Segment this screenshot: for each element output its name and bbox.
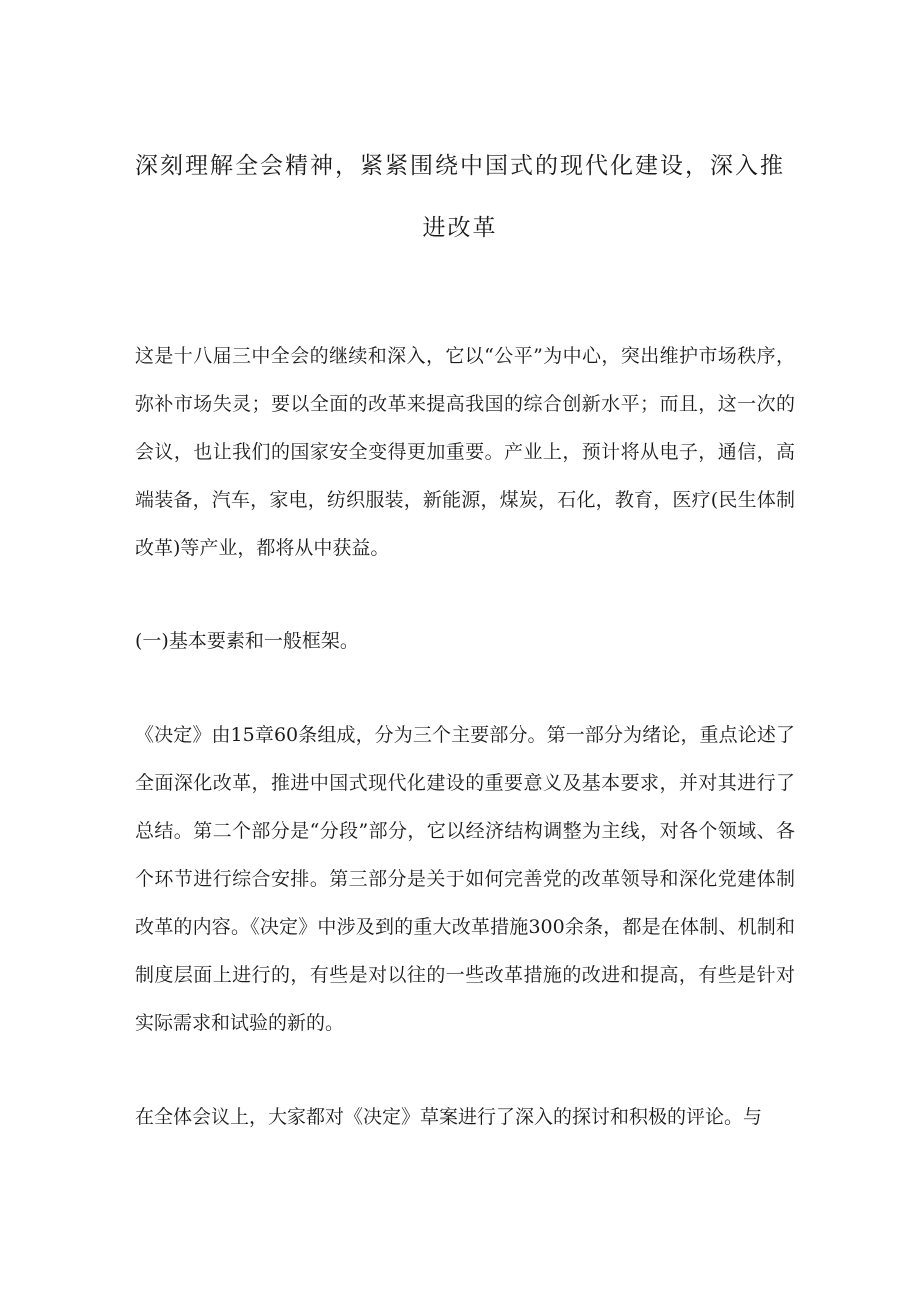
document-title-line-2: 进改革 — [422, 215, 498, 241]
paragraph-intro: 这是十八届三中全会的继续和深入，它以“公平”为中心，突出维护市场秩序，弥补市场失灵；要以全面的改革来提高我国的综合创新水平；而且，这一次的会议，也让我们的国家安全变得更加重要。产业上，预计将从电子，通信，高端装备，汽车，家电，纺织服装，新能源，煤炭，石化，教育，医疗(民生体制改革)等产业，都将从中获益。 — [135, 345, 795, 559]
paragraph-plenary-discussion: 在全体会议上，大家都对《决定》草案进行了深入的探讨和积极的评论。与 — [135, 1106, 763, 1128]
paragraph-decision-structure: 《决定》由15章60条组成，分为三个主要部分。第一部分为绪论，重点论述了全面深化改革，推进中国式现代化建设的重要意义及基本要求，并对其进行了总结。第二个部分是“分段”部分，它以经济结构调整为主线，对各个领域、各个环节进行综合安排。第三部分是关于如何完善党的改革领导和深化党建体制改革的内容。《决定》中涉及到的重大改革措施300余条，都是在体制、机制和制度层面上进行的，有些是对以往的一些改革措施的改进和提高，有些是针对实际需求和试验的新的。 — [135, 724, 795, 1034]
section-heading: (一)基本要素和一般框架。 — [135, 630, 359, 652]
document-title-line-1: 深刻理解全会精神，紧紧围绕中国式的现代化建设，深入推 — [135, 153, 785, 179]
